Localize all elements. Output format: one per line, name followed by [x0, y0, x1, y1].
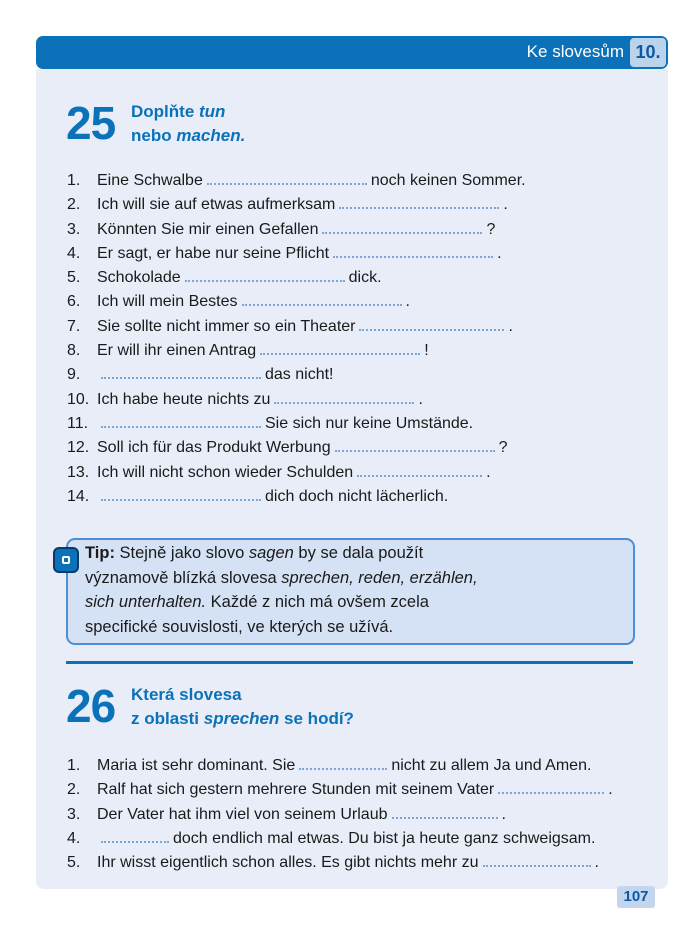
- section-divider: [66, 661, 633, 664]
- tip-label: Tip:: [85, 544, 115, 562]
- blank-field[interactable]: [359, 318, 504, 331]
- blank-field[interactable]: [335, 439, 495, 452]
- blank-field[interactable]: [260, 342, 420, 355]
- exercise-number: 25: [66, 97, 116, 149]
- blank-field[interactable]: [339, 196, 499, 209]
- chapter-number: 10.: [630, 38, 666, 67]
- blank-field[interactable]: [483, 854, 591, 867]
- exercise-instruction: Doplňte tun nebo machen.: [131, 102, 246, 145]
- blank-field[interactable]: [322, 221, 482, 234]
- blank-field[interactable]: [185, 269, 345, 282]
- blank-field[interactable]: [101, 415, 261, 428]
- tip-icon: [53, 547, 79, 573]
- blank-field[interactable]: [101, 366, 261, 379]
- blank-field[interactable]: [242, 293, 402, 306]
- exercise-number: 26: [66, 680, 116, 732]
- blank-field[interactable]: [392, 806, 498, 819]
- blank-field[interactable]: [357, 464, 482, 477]
- chapter-header: [36, 36, 668, 69]
- blank-field[interactable]: [274, 391, 414, 404]
- blank-field[interactable]: [498, 781, 604, 794]
- tip-text: Tip: Stejně jako slovo sagen by se dala použít významově blízká slovesa sprechen, reden, erzählen, sich unterhalten. Každé z nich má ovšem zcela specifické souvislosti, ve kterých se užívá.: [85, 544, 478, 636]
- blank-field[interactable]: [207, 172, 367, 185]
- blank-field[interactable]: [101, 830, 169, 843]
- blank-field[interactable]: [101, 488, 261, 501]
- page-number: 107: [617, 886, 655, 908]
- blank-field[interactable]: [333, 245, 493, 258]
- exercise-instruction: Která slovesa z oblasti sprechen se hodí?: [131, 685, 354, 728]
- chapter-title: Ke slovesům: [526, 42, 624, 61]
- blank-field[interactable]: [299, 757, 387, 770]
